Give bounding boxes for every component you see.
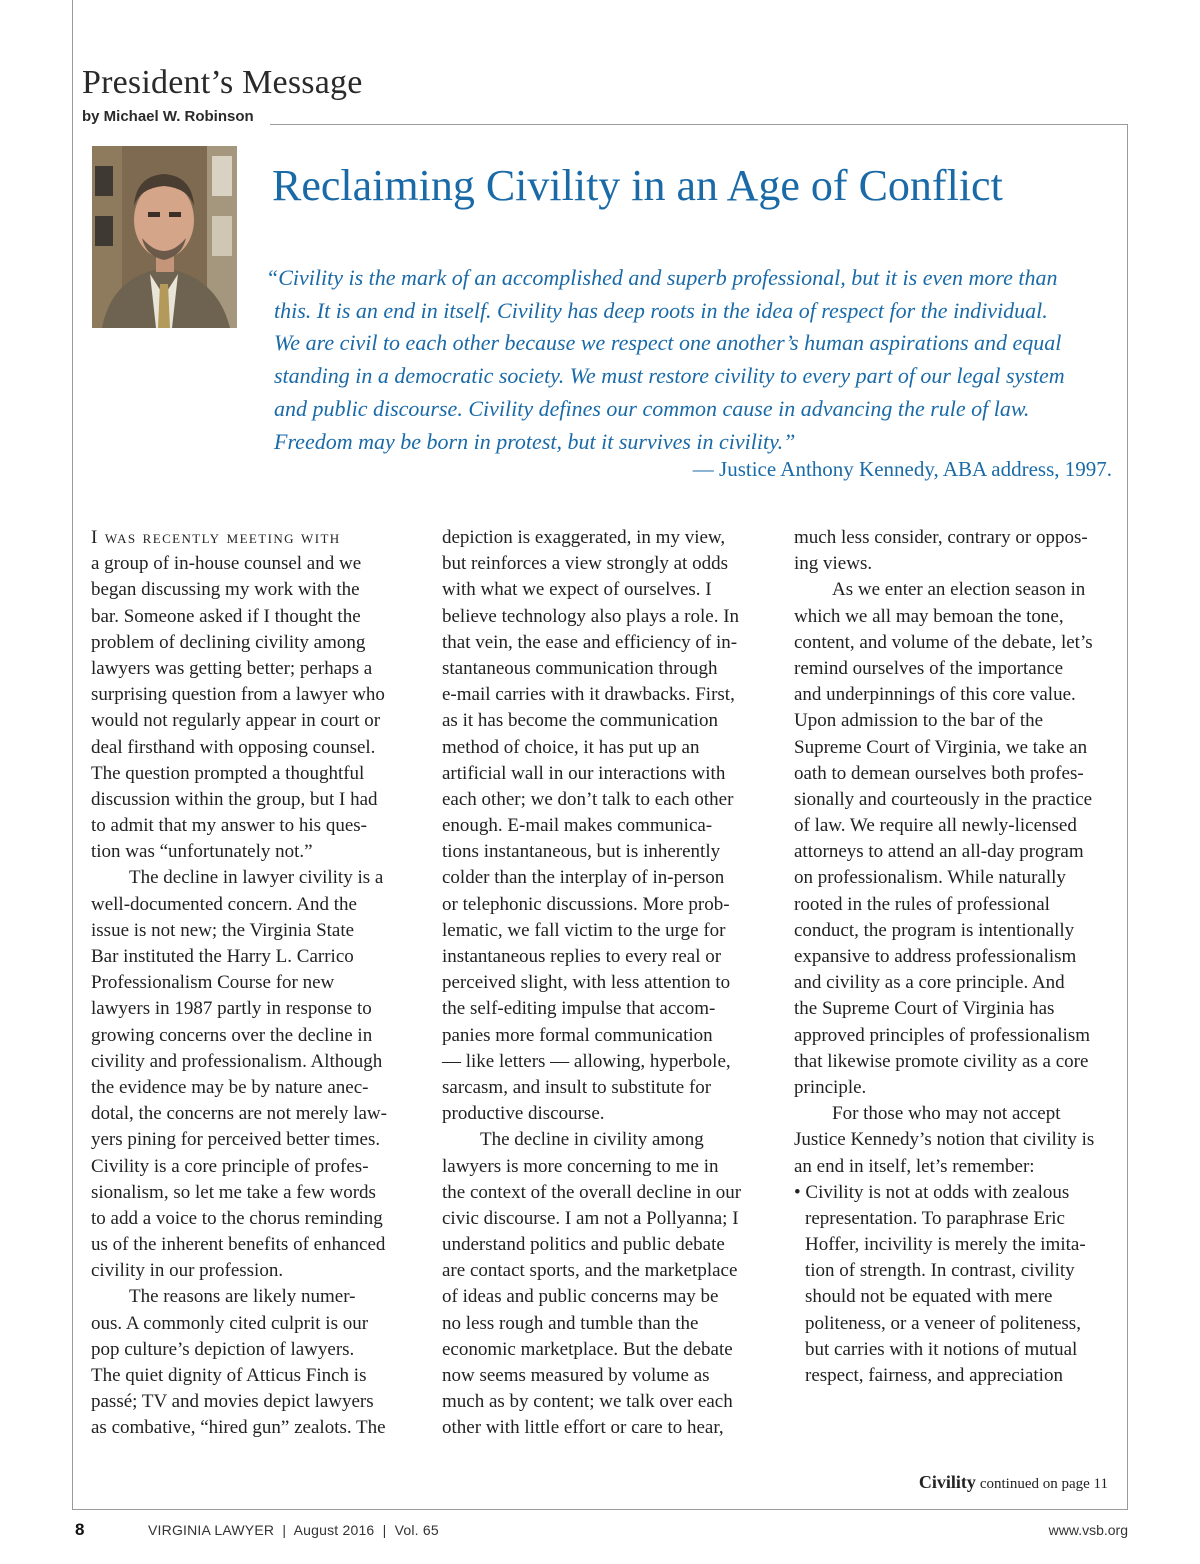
quote-line: this. It is an end in itself. Civility has deep roots in the idea of respect for the individual.: [274, 297, 1048, 323]
article-headline: Reclaiming Civility in an Age of Conflict: [272, 161, 1003, 210]
author-portrait-photo: [92, 146, 237, 328]
text-line: believe technology also plays a role. In: [442, 605, 740, 627]
text-line: stantaneous communication through: [442, 657, 718, 679]
text-line: civility and professionalism. Although: [91, 1050, 383, 1072]
text-line: should not be equated with mere: [805, 1286, 1053, 1308]
text-line: civic discourse. I am not a Pollyanna; I: [442, 1207, 739, 1229]
text-line: deal firsthand with opposing counsel.: [91, 736, 376, 758]
text-line: yers pining for perceived better times.: [91, 1129, 381, 1151]
text-line: e-mail carries with it drawbacks. First,: [442, 684, 735, 706]
text-line: well-documented concern. And the: [91, 893, 357, 915]
text-line: The decline in lawyer civility is a: [129, 867, 384, 889]
text-line: Upon admission to the bar of the: [794, 710, 1044, 732]
text-line: no less rough and tumble than the: [442, 1312, 699, 1334]
text-line: us of the inherent benefits of enhanced: [91, 1234, 386, 1256]
text-line: or telephonic discussions. More prob-: [442, 893, 730, 915]
website-url: www.vsb.org: [1048, 1522, 1128, 1538]
text-line: began discussing my work with the: [91, 579, 360, 601]
text-line: sarcasm, and insult to substitute for: [442, 1076, 712, 1098]
text-line: the evidence may be by nature anec-: [91, 1076, 369, 1098]
text-line: artificial wall in our interactions with: [442, 762, 726, 784]
text-line: enough. E-mail makes communica-: [442, 815, 713, 837]
text-line: — like letters — allowing, hyperbole,: [442, 1050, 731, 1072]
quote-line: “Civility is the mark of an accomplished and superb professional, but it is even more than: [266, 265, 1058, 290]
continued-word: Civility: [918, 1472, 976, 1492]
text-line: panies more formal communication: [442, 1024, 713, 1046]
body-column-1: [91, 525, 411, 1442]
text-line: bar. Someone asked if I thought the: [91, 605, 361, 627]
text-line: lawyers is more concerning to me in: [442, 1155, 719, 1177]
text-line: expansive to address professionalism: [794, 946, 1077, 967]
text-line: Hoffer, incivility is merely the imita-: [805, 1234, 1086, 1256]
text-line: and civility as a core principle. And: [794, 972, 1065, 994]
quote-line: We are civil to each other because we respect one another’s human aspirations and equal: [274, 330, 1062, 356]
text-line: problem of declining civility among: [91, 631, 366, 653]
text-line: politeness, or a veneer of politeness,: [805, 1312, 1081, 1334]
text-line: tion of strength. In contrast, civility: [805, 1260, 1075, 1282]
text-line: passé; TV and movies depict lawyers: [91, 1391, 374, 1413]
text-line: much as by content; we talk over each: [442, 1391, 733, 1413]
text-line: issue is not new; the Virginia State: [91, 919, 355, 941]
text-line: The question prompted a thoughtful: [91, 762, 365, 784]
text-line: dotal, the concerns are not merely law-: [91, 1103, 387, 1125]
byline: by Michael W. Robinson: [82, 108, 254, 125]
page-number: 8: [75, 1520, 85, 1539]
text-line: sionally and courteously in the practice: [794, 788, 1093, 810]
text-line: tion was “unfortunately not.”: [91, 841, 313, 863]
text-line: on professionalism. While naturally: [794, 867, 1066, 889]
text-line: discussion within the group, but I had: [91, 788, 378, 810]
text-line: conduct, the program is intentionally: [794, 919, 1075, 941]
text-line: and underpinnings of this core value.: [794, 684, 1076, 706]
text-line: approved principles of professionalism: [794, 1024, 1091, 1046]
text-line: as it has become the communication: [442, 710, 718, 732]
text-line: the Supreme Court of Virginia has: [794, 998, 1055, 1020]
text-line: The quiet dignity of Atticus Finch is: [91, 1365, 367, 1386]
text-line: remind ourselves of the importance: [794, 657, 1064, 679]
text-line: tions instantaneous, but is inherently: [442, 841, 721, 863]
lead-in-text: I was recently meeting with: [91, 527, 341, 548]
quote-attribution: — Justice Anthony Kennedy, ABA address, 1997.: [692, 457, 1112, 481]
continued-text: continued on page 11: [979, 1476, 1108, 1492]
text-line: lawyers was getting better; perhaps a: [91, 657, 373, 679]
text-line: content, and volume of the debate, let’s: [794, 631, 1093, 653]
text-line: The decline in civility among: [480, 1129, 704, 1151]
text-line: respect, fairness, and appreciation: [805, 1365, 1063, 1386]
text-line: that vein, the ease and efficiency of in-: [442, 631, 738, 653]
text-line: method of choice, it has put up an: [442, 736, 700, 758]
text-line: are contact sports, and the marketplace: [442, 1260, 738, 1282]
bottom-rule: [72, 1509, 1128, 1510]
text-line: much less consider, contrary or oppos-: [794, 527, 1088, 548]
text-line: representation. To paraphrase Eric: [805, 1207, 1065, 1229]
byline-rule: [270, 124, 1128, 125]
bullet-line: • Civility is not at odds with zealous: [794, 1181, 1070, 1203]
text-line: For those who may not accept: [832, 1103, 1061, 1125]
text-line: productive discourse.: [442, 1103, 605, 1125]
pull-quote: [266, 262, 1106, 458]
text-line: would not regularly appear in court or: [91, 710, 381, 732]
text-line: the context of the overall decline in our: [442, 1181, 742, 1203]
text-line: As we enter an election season in: [832, 579, 1086, 601]
box-right-rule: [1127, 124, 1128, 1510]
text-line: attorneys to attend an all-day program: [794, 841, 1084, 863]
text-line: each other; we don’t talk to each other: [442, 788, 734, 810]
text-line: oath to demean ourselves both profes-: [794, 762, 1084, 784]
body-column-3: [794, 525, 1114, 1389]
text-line: colder than the interplay of in-person: [442, 867, 725, 889]
text-line: growing concerns over the decline in: [91, 1024, 373, 1046]
text-line: Justice Kennedy’s notion that civility is: [794, 1129, 1095, 1151]
text-line: instantaneous replies to every real or: [442, 946, 722, 967]
text-line: understand politics and public debate: [442, 1234, 725, 1256]
text-line: ous. A commonly cited culprit is our: [91, 1312, 369, 1334]
text-line: but carries with it notions of mutual: [805, 1338, 1078, 1360]
text-line: perceived slight, with less attention to: [442, 972, 731, 994]
text-line: of ideas and public concerns may be: [442, 1286, 719, 1308]
section-title: President’s Message: [82, 64, 363, 101]
magazine-info: VIRGINIA LAWYER | August 2016 | Vol. 65: [148, 1522, 439, 1538]
text-line: the self-editing impulse that accom-: [442, 998, 716, 1020]
text-line: Supreme Court of Virginia, we take an: [794, 736, 1088, 758]
text-line: surprising question from a lawyer who: [91, 684, 385, 706]
quote-line: standing in a democratic society. We must restore civility to every part of our legal system: [274, 363, 1065, 389]
text-line: rooted in the rules of professional: [794, 893, 1050, 915]
text-line: economic marketplace. But the debate: [442, 1338, 733, 1360]
text-line: Professionalism Course for new: [91, 972, 335, 994]
text-line: other with little effort or care to hear,: [442, 1417, 724, 1439]
text-line: pop culture’s depiction of lawyers.: [91, 1338, 355, 1360]
text-line: with what we expect of ourselves. I: [442, 579, 712, 601]
text-line: Civility is a core principle of profes-: [91, 1155, 369, 1177]
text-line: but reinforces a view strongly at odds: [442, 553, 728, 575]
body-column-2: [442, 525, 762, 1442]
text-line: principle.: [794, 1076, 867, 1098]
continued-note: [919, 1472, 1108, 1493]
text-line: an end in itself, let’s remember:: [794, 1155, 1035, 1177]
text-line: lawyers in 1987 partly in response to: [91, 998, 372, 1020]
text-line: of law. We require all newly-licensed: [794, 815, 1077, 837]
text-line: as combative, “hired gun” zealots. The: [91, 1417, 386, 1439]
left-border-rule: [72, 0, 73, 1510]
quote-line: and public discourse. Civility defines our common cause in advancing the rule of law.: [274, 395, 1030, 421]
text-line: ing views.: [794, 553, 873, 575]
text-line: lematic, we fall victim to the urge for: [442, 919, 726, 941]
text-line: civility in our profession.: [91, 1260, 284, 1282]
text-line: that likewise promote civility as a core: [794, 1050, 1089, 1072]
text-line: which we all may bemoan the tone,: [794, 605, 1064, 627]
text-line: now seems measured by volume as: [442, 1365, 710, 1386]
text-line: The reasons are likely numer-: [129, 1286, 356, 1308]
text-line: depiction is exaggerated, in my view,: [442, 527, 726, 548]
text-line: Bar instituted the Harry L. Carrico: [91, 946, 354, 967]
text-line: sionalism, so let me take a few words: [91, 1181, 376, 1203]
text-line: a group of in-house counsel and we: [91, 553, 362, 575]
text-line: to add a voice to the chorus reminding: [91, 1207, 383, 1229]
quote-line: Freedom may be born in protest, but it survives in civility.”: [274, 428, 796, 454]
text-line: to admit that my answer to his ques-: [91, 815, 367, 837]
